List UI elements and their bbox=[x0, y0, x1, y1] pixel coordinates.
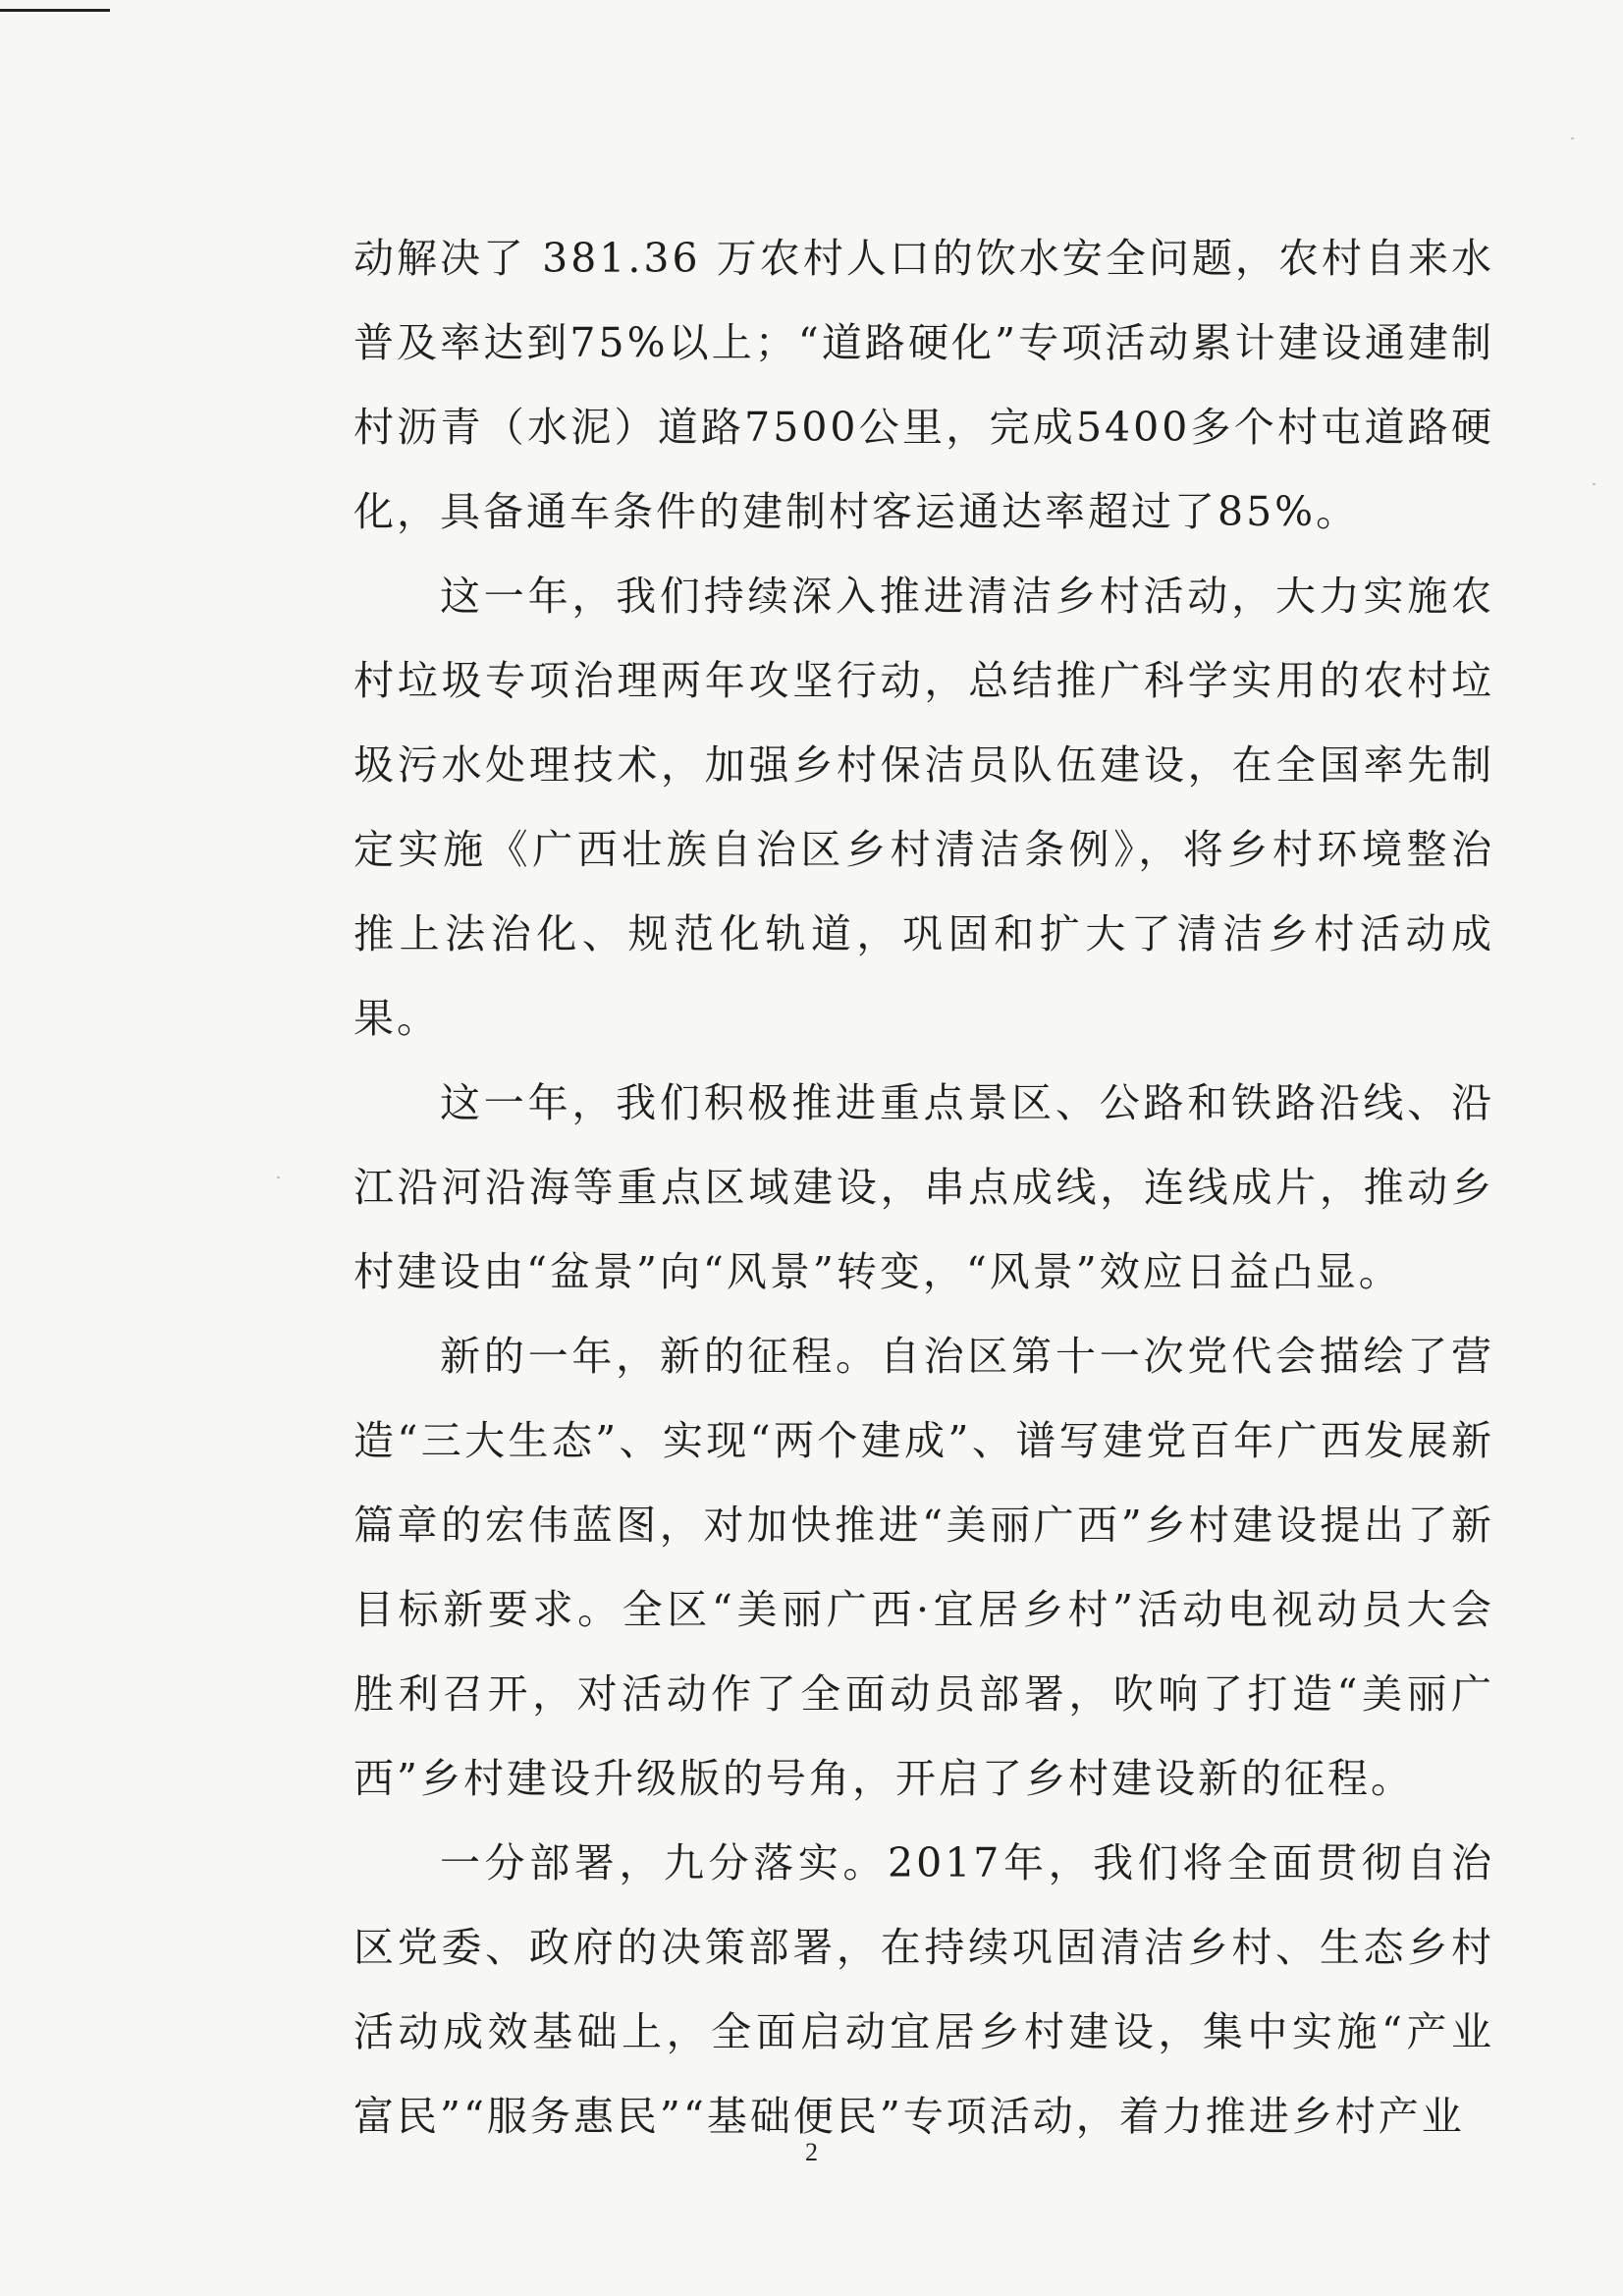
scan-speck bbox=[1571, 137, 1574, 139]
page-number: 2 bbox=[805, 2138, 818, 2166]
scan-speck bbox=[1593, 483, 1596, 485]
scan-speck bbox=[277, 1176, 280, 1178]
paragraph-2: 这一年，我们持续深入推进清洁乡村活动，大力实施农村垃圾专项治理两年攻坚行动，总结推广科学实用的农村垃圾污水处理技术，加强乡村保洁员队伍建设，在全国率先制定实施《广西壮族自治区乡村清洁条例》，将乡村环境整治推上法治化、规范化轨道，巩固和扩大了清洁乡村活动成果。 bbox=[353, 573, 1494, 1042]
paragraph-5: 一分部署，九分落实。2017年，我们将全面贯彻自治区党委、政府的决策部署，在持续巩固清洁乡村、生态乡村活动成效基础上，全面启动宜居乡村建设，集中实施“产业富民”“服务惠民”“基础便民”专项活动，着力推进乡村产业 bbox=[353, 1839, 1494, 2140]
top-scan-rule bbox=[0, 9, 110, 12]
paragraph-3: 这一年，我们积极推进重点景区、公路和铁路沿线、沿江沿河沿海等重点区域建设，串点成线，连线成片，推动乡村建设由“盆景”向“风景”转变，“风景”效应日益凸显。 bbox=[353, 1079, 1494, 1295]
paragraph-4: 新的一年，新的征程。自治区第十一次党代会描绘了营造“三大生态”、实现“两个建成”、谱写建党百年广西发展新篇章的宏伟蓝图，对加快推进“美丽广西”乡村建设提出了新目标新要求。全区“美丽广西·宜居乡村”活动电视动员大会胜利召开，对活动作了全面动员部署，吹响了打造“美丽广西”乡村建设升级版的号角，开启了乡村建设新的征程。 bbox=[353, 1333, 1494, 1802]
document-body bbox=[353, 216, 1494, 2159]
paragraph-1: 动解决了 381.36 万农村人口的饮水安全问题，农村自来水普及率达到75%以上；“道路硬化”专项活动累计建设通建制村沥青（水泥）道路7500公里，完成5400多个村屯道路硬化，具备通车条件的建制村客运通达率超过了85%。 bbox=[353, 235, 1494, 535]
